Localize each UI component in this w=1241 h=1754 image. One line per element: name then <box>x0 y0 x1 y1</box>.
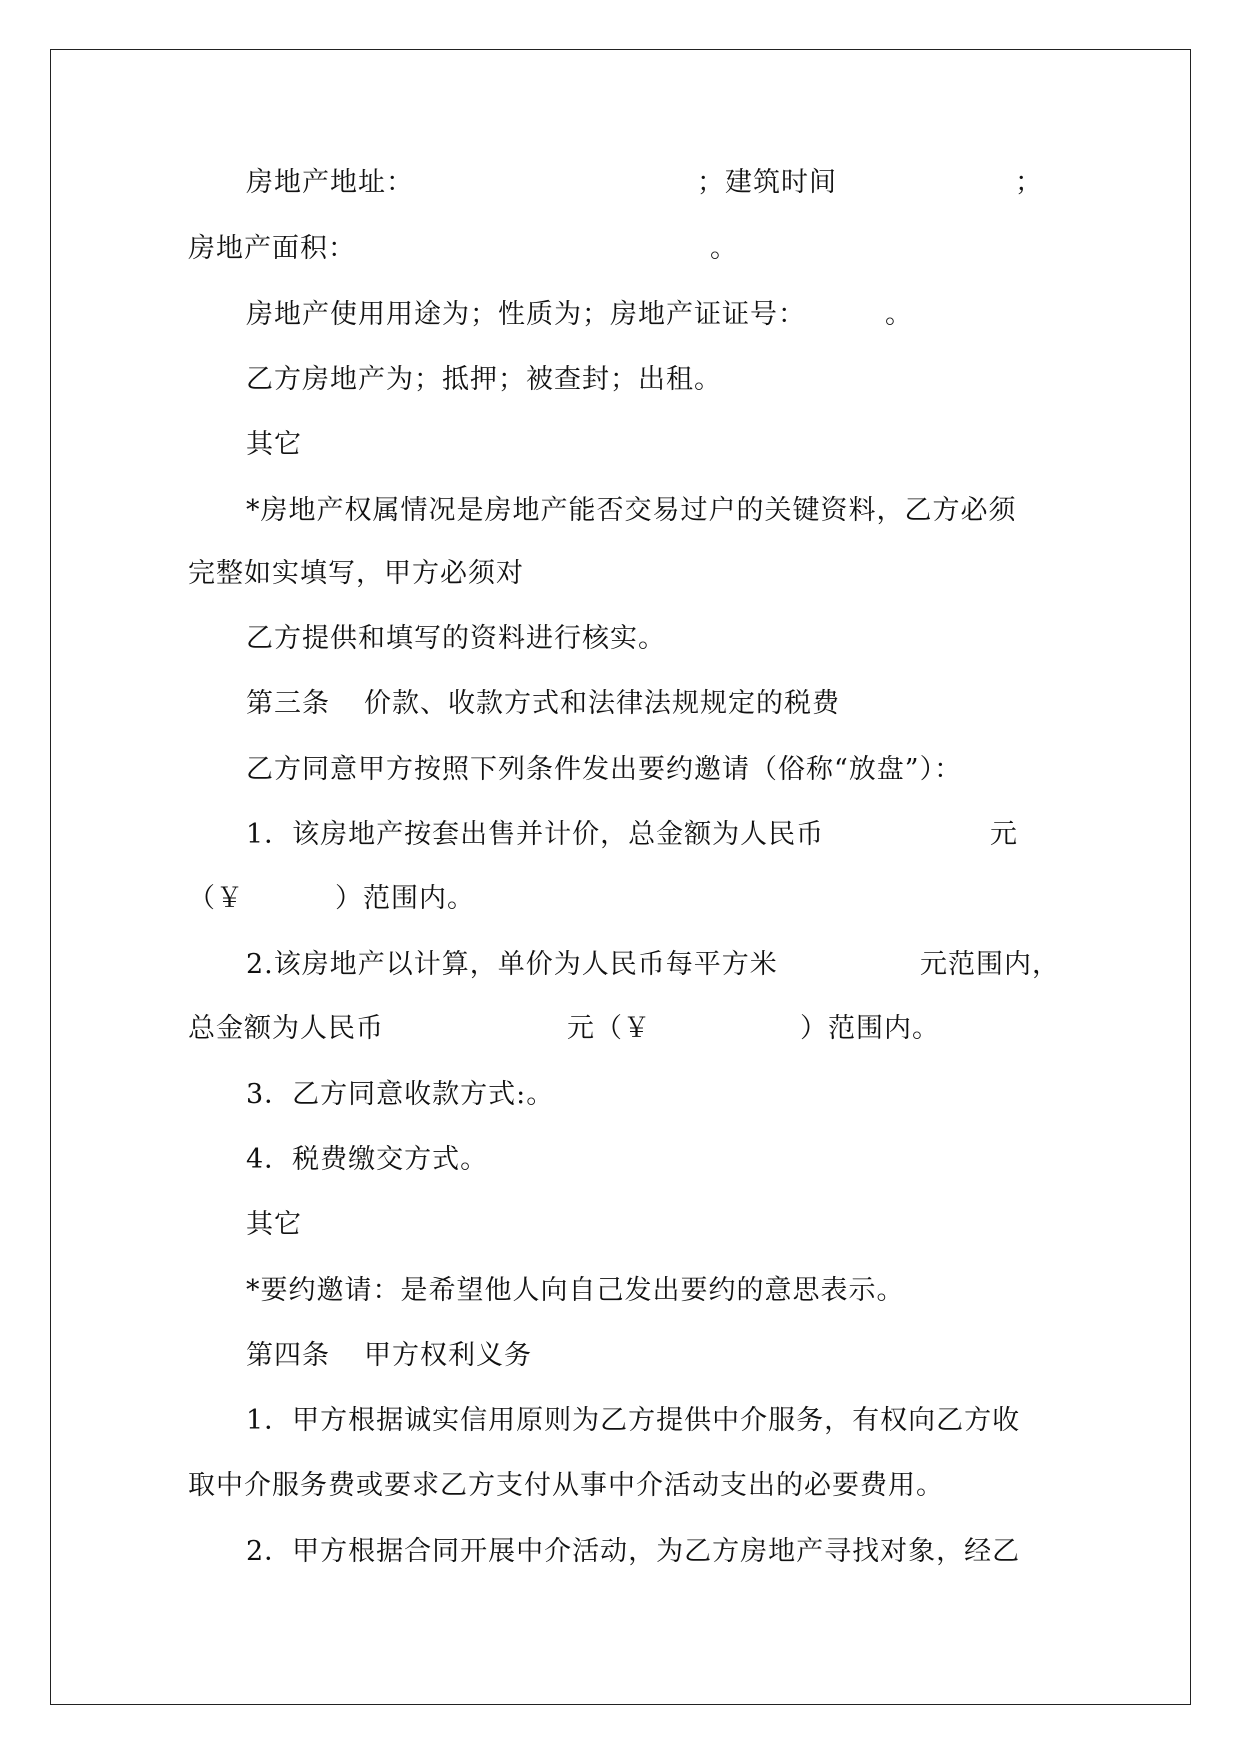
build-time-label: ；建筑时间 <box>697 167 837 198</box>
article-four-number: 第四条 <box>246 1340 330 1371</box>
item-one-rmb-open: （￥ <box>188 883 244 914</box>
item-one-range: ）范围内。 <box>335 883 475 914</box>
property-address-label: 房地产地址： <box>246 167 414 198</box>
duty-one-line-2: 取中介服务费或要求乙方支付从事中介活动支出的必要费用。 <box>188 1470 944 1501</box>
listing-invitation-line: 乙方同意甲方按照下列条件发出要约邀请（俗称“放盘”）： <box>246 754 963 785</box>
article-four-title: 甲方权利义务 <box>364 1340 532 1371</box>
verify-line: 乙方提供和填写的资料进行核实。 <box>246 623 666 654</box>
property-status-line: 乙方房地产为；抵押；被查封；出租。 <box>246 364 722 395</box>
duty-one-line-1: 1．甲方根据诚实信用原则为乙方提供中介服务，有权向乙方收 <box>246 1405 1021 1436</box>
property-use-text: 房地产使用用途为；性质为；房地产证证号： <box>246 299 806 330</box>
item-two-range: 元范围内， <box>920 949 1060 980</box>
property-use-end: 。 <box>885 299 913 330</box>
item-two-range-end: ）范围内。 <box>800 1013 940 1044</box>
item-two-yuan: 元（￥ <box>567 1013 651 1044</box>
item-one-yuan: 元 <box>990 819 1018 850</box>
article-three-number: 第三条 <box>246 688 330 719</box>
invitation-note-line: *要约邀请：是希望他人向自己发出要约的意思表示。 <box>246 1275 905 1306</box>
other-line-2: 其它 <box>246 1209 302 1240</box>
build-time-end: ； <box>1015 167 1043 198</box>
duty-two-line-1: 2．甲方根据合同开展中介活动，为乙方房地产寻找对象，经乙 <box>246 1536 1021 1567</box>
item-two-total-label: 总金额为人民币 <box>188 1013 384 1044</box>
ownership-note-line-1: *房地产权属情况是房地产能否交易过户的关键资料，乙方必须 <box>246 495 1017 526</box>
article-three-title: 价款、收款方式和法律法规规定的税费 <box>364 688 840 719</box>
item-two-text: 2.该房地产以计算，单价为人民币每平方米 <box>246 949 778 980</box>
item-four-line: 4．税费缴交方式。 <box>246 1144 489 1175</box>
other-line-1: 其它 <box>246 429 302 460</box>
ownership-note-line-2: 完整如实填写，甲方必须对 <box>188 558 524 589</box>
property-area-end: 。 <box>710 233 738 264</box>
item-one-text: 1．该房地产按套出售并计价，总金额为人民币 <box>246 819 825 850</box>
property-area-label: 房地产面积： <box>188 233 356 264</box>
item-three-line: 3．乙方同意收款方式:。 <box>246 1079 555 1110</box>
